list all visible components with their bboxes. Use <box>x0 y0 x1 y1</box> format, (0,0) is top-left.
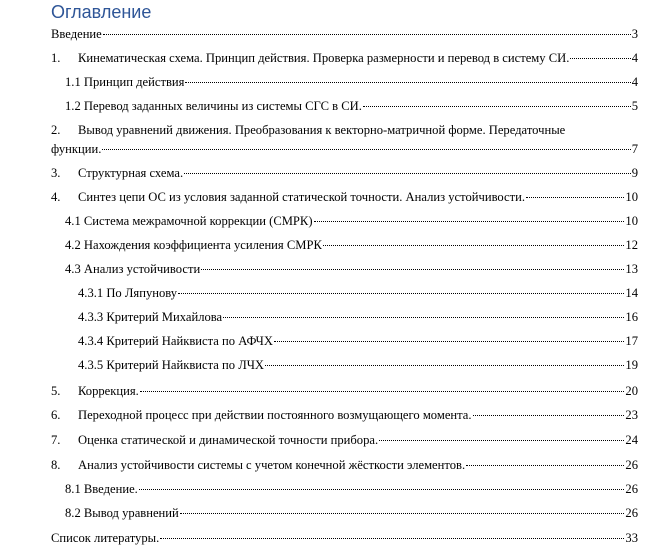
toc-entry-text: 4.3 Анализ устойчивости <box>65 262 201 276</box>
toc-entry-introduction[interactable] <box>51 25 638 44</box>
toc-entry-number: 4. <box>51 190 61 204</box>
dot-leader <box>140 390 625 392</box>
toc-page-number: 26 <box>625 458 638 472</box>
toc-entry-8[interactable] <box>51 456 638 475</box>
toc-title: Оглавление <box>51 2 152 22</box>
toc-entry-text: Синтез цепи ОС из условия заданной статической точности. Анализ устойчивости. <box>78 190 526 204</box>
dot-leader <box>103 33 631 35</box>
toc-entry-text-continued: функции. <box>51 142 102 156</box>
toc-page-number: 24 <box>625 433 638 447</box>
toc-entry-number: 8. <box>51 458 61 472</box>
toc-entry-text: Введение <box>51 27 102 41</box>
dot-leader <box>201 268 624 270</box>
toc-entry-4[interactable] <box>51 188 638 207</box>
dot-leader <box>185 81 630 83</box>
toc-page-number: 4 <box>631 51 638 65</box>
toc-entry-text: 1.2 Перевод заданных величины из системы СГС в СИ. <box>65 99 362 113</box>
toc-page-number: 23 <box>625 408 638 422</box>
toc-entry-text: 4.3.1 По Ляпунову <box>78 286 178 300</box>
toc-page-number: 33 <box>625 531 638 545</box>
dot-leader <box>160 537 624 539</box>
toc-entry-1[interactable] <box>51 49 638 68</box>
dot-leader <box>466 464 624 466</box>
toc-entry-text: 8.1 Введение. <box>65 482 138 496</box>
toc-entry-text: 4.2 Нахождения коэффициента усиления СМРК <box>65 238 322 252</box>
toc-entry-text: 4.3.3 Критерий Михайлова <box>78 310 223 324</box>
toc-page-number: 19 <box>625 358 638 372</box>
toc-entry-4-3-5[interactable] <box>78 356 638 375</box>
toc-page-number: 4 <box>631 75 638 89</box>
toc-entry-number: 7. <box>51 433 61 447</box>
toc-page-number: 14 <box>625 286 638 300</box>
toc-entry-3[interactable] <box>51 164 638 183</box>
toc-page-number: 3 <box>631 27 638 41</box>
toc-entry-7[interactable] <box>51 431 638 450</box>
dot-leader <box>314 220 625 222</box>
toc-entry-text: Переходной процесс при действии постоянного возмущающего момента. <box>78 408 472 422</box>
toc-entry-number: 6. <box>51 408 61 422</box>
toc-entry-text: Список литературы. <box>51 531 160 545</box>
toc-page-number: 5 <box>631 99 638 113</box>
dot-leader <box>139 488 625 490</box>
toc-page-number: 16 <box>625 310 638 324</box>
toc-entry-text: Оценка статической и динамической точности прибора. <box>78 433 379 447</box>
dot-leader <box>570 57 630 59</box>
dot-leader <box>223 316 624 318</box>
toc-entry-text: 4.3.5 Критерий Найквиста по ЛЧХ <box>78 358 265 372</box>
dot-leader <box>526 196 624 198</box>
toc-entry-text: Вывод уравнений движения. Преобразования к векторно-матричной форме. Передаточные <box>78 123 566 137</box>
toc-entry-text: 8.2 Вывод уравнений <box>65 506 179 520</box>
toc-entry-text: Анализ устойчивости системы с учетом конечной жёсткости элементов. <box>78 458 466 472</box>
toc-entry-5[interactable] <box>51 382 638 401</box>
toc-entry-text: Структурная схема. <box>78 166 184 180</box>
toc-entry-number: 3. <box>51 166 61 180</box>
dot-leader <box>178 292 624 294</box>
dot-leader <box>265 364 624 366</box>
dot-leader <box>379 439 624 441</box>
toc-entry-8-2[interactable] <box>65 504 638 523</box>
toc-page-number: 12 <box>625 238 638 252</box>
toc-entry-8-1[interactable] <box>65 480 638 499</box>
dot-leader <box>180 512 625 514</box>
dot-leader <box>363 105 631 107</box>
toc-page-number: 17 <box>625 334 638 348</box>
toc-page-number: 7 <box>631 142 638 156</box>
toc-page-number: 9 <box>631 166 638 180</box>
toc-entry-2[interactable] <box>51 121 638 159</box>
dot-leader <box>274 340 624 342</box>
toc-entry-4-3[interactable] <box>65 260 638 279</box>
toc-entry-1-2[interactable] <box>65 97 638 116</box>
toc-entry-text: 4.1 Система межрамочной коррекции (СМРК) <box>65 214 313 228</box>
toc-entry-4-3-1[interactable] <box>78 284 638 303</box>
toc-entry-1-1[interactable] <box>65 73 638 92</box>
toc-entry-4-2[interactable] <box>65 236 638 255</box>
toc-page-number: 10 <box>625 190 638 204</box>
toc-entry-6[interactable] <box>51 406 638 425</box>
dot-leader <box>102 148 630 150</box>
toc-entry-references[interactable] <box>51 529 638 548</box>
toc-page-number: 13 <box>625 262 638 276</box>
dot-leader <box>323 244 625 246</box>
toc-page-number: 26 <box>625 482 638 496</box>
toc-entry-text: Кинематическая схема. Принцип действия. Проверка размерности и перевод в систему СИ. <box>78 51 570 65</box>
toc-entry-text: 1.1 Принцип действия <box>65 75 185 89</box>
toc-page-number: 20 <box>625 384 638 398</box>
toc-entry-4-3-4[interactable] <box>78 332 638 351</box>
toc-entry-4-3-3[interactable] <box>78 308 638 327</box>
toc-page-number: 10 <box>625 214 638 228</box>
toc-entry-4-1[interactable] <box>65 212 638 231</box>
dot-leader <box>184 172 631 174</box>
toc-entry-text: 4.3.4 Критерий Найквиста по АФЧХ <box>78 334 273 348</box>
toc-entry-number: 2. <box>51 123 61 137</box>
dot-leader <box>473 414 625 416</box>
toc-entry-number: 5. <box>51 384 61 398</box>
toc-entry-text: Коррекция. <box>78 384 139 398</box>
toc-page-number: 26 <box>625 506 638 520</box>
toc-entry-number: 1. <box>51 51 61 65</box>
